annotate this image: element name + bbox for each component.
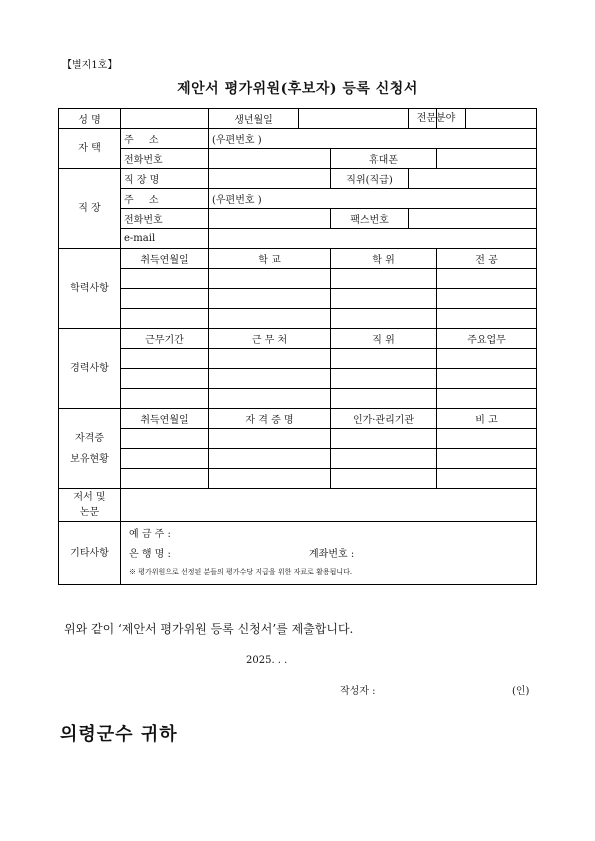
other-section-label: 기타사항 — [59, 522, 121, 585]
license-row — [59, 469, 537, 489]
career-section-label: 경력사항 — [59, 329, 121, 409]
other-field — [121, 522, 537, 585]
home-phone-row — [59, 149, 537, 169]
position-label: 직위(직급) — [331, 169, 409, 189]
mobile-field[interactable] — [437, 149, 537, 169]
license-section-label-line1: 자격증 — [75, 432, 104, 444]
career-header: 근무기간 — [121, 329, 209, 349]
seal-label: (인) — [512, 686, 530, 697]
home-address-label: 주 소 — [121, 129, 209, 149]
education-row — [59, 309, 537, 329]
fax-label: 팩스번호 — [331, 209, 409, 229]
education-header: 취득연월일 — [121, 249, 209, 269]
workplace-field[interactable] — [209, 169, 331, 189]
registration-form-table — [58, 108, 537, 585]
birth-label: 생년월일 — [209, 109, 299, 129]
other-row — [59, 522, 537, 585]
birth-field[interactable] — [299, 109, 409, 129]
workplace-label: 직 장 명 — [121, 169, 209, 189]
publications-label-line2: 논문 — [79, 507, 100, 518]
work-phone-field[interactable] — [209, 209, 331, 229]
license-section-label-line2: 보유현황 — [70, 453, 109, 465]
bank-label[interactable]: 은 행 명 : — [129, 549, 171, 560]
depositor-label: 예 금 주 : — [129, 529, 171, 540]
email-field[interactable] — [209, 229, 537, 249]
email-row — [59, 229, 537, 249]
work-address-row — [59, 189, 537, 209]
education-row — [59, 269, 537, 289]
education-header: 전 공 — [437, 249, 537, 269]
work-address-field[interactable]: (우편번호 ) — [209, 189, 537, 209]
account-label[interactable]: 계좌번호 : — [309, 549, 355, 560]
name-label: 성 명 — [59, 109, 121, 129]
work-phone-row — [59, 209, 537, 229]
fax-field[interactable] — [409, 209, 537, 229]
home-phone-field[interactable] — [209, 149, 331, 169]
career-header: 주요업무 — [437, 329, 537, 349]
work-phone-label: 전화번호 — [121, 209, 209, 229]
license-header: 취득연월일 — [121, 409, 209, 429]
career-header: 근 무 처 — [209, 329, 331, 349]
career-header: 직 위 — [331, 329, 437, 349]
license-header: 자 격 증 명 — [209, 409, 331, 429]
name-field[interactable] — [121, 109, 209, 129]
career-row — [59, 389, 537, 409]
form-number-label: 【별지1호】 — [62, 60, 118, 71]
position-field[interactable] — [409, 169, 537, 189]
field-cell — [416, 109, 537, 129]
license-row — [59, 429, 537, 449]
home-phone-label: 전화번호 — [121, 149, 209, 169]
publications-label-line1: 저서 및 — [73, 492, 106, 503]
workplace-row — [59, 169, 537, 189]
career-header-row — [59, 329, 537, 349]
publications-label — [59, 489, 121, 522]
recipient: 의령군수 귀하 — [60, 724, 178, 745]
license-header: 비 고 — [437, 409, 537, 429]
license-row — [59, 449, 537, 469]
education-section-label: 학력사항 — [59, 249, 121, 329]
personal-row — [59, 109, 537, 129]
work-address-label: 주 소 — [121, 189, 209, 209]
education-row — [59, 289, 537, 309]
home-address-field[interactable]: (우편번호 ) — [209, 129, 537, 149]
email-label: e-mail — [121, 229, 209, 249]
form-title: 제안서 평가위원(후보자) 등록 신청서 — [177, 81, 418, 97]
bank-line — [129, 545, 528, 565]
submission-date: 2025. . . — [246, 655, 288, 666]
field-input[interactable] — [466, 109, 536, 128]
education-header: 학 위 — [331, 249, 437, 269]
mobile-label: 휴대폰 — [331, 149, 437, 169]
career-row — [59, 349, 537, 369]
education-header: 학 교 — [209, 249, 331, 269]
education-header-row — [59, 249, 537, 269]
publications-row — [59, 489, 537, 522]
writer-label: 작성자 : — [340, 686, 376, 697]
submission-statement: 위와 같이 ‘제안서 평가위원 등록 신청서’를 제출합니다. — [64, 622, 354, 636]
home-section-label: 자 택 — [59, 129, 121, 169]
work-section-label: 직 장 — [59, 169, 121, 249]
license-header-row — [59, 409, 537, 429]
license-header: 인가·관리기관 — [331, 409, 437, 429]
field-label: 전문분야 — [407, 109, 466, 128]
home-address-row — [59, 129, 537, 149]
license-section-label — [59, 409, 121, 489]
depositor-line[interactable] — [129, 525, 528, 545]
publications-field[interactable] — [121, 489, 537, 522]
payment-note: ※ 평가위원으로 선정된 분들의 평가수당 지급을 위한 자료로 활용됩니다. — [129, 568, 353, 576]
career-row — [59, 369, 537, 389]
